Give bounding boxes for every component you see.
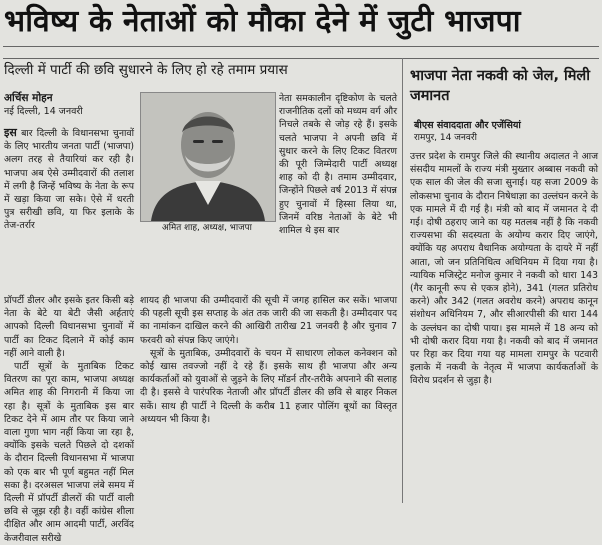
article-paragraph: शायद ही भाजपा की उम्मीदवारों की सूची में जगह हासिल कर सकें। भाजपा की पहली सूची इस सप्ताह के अंत तक जारी की जा सकती है। उम्मीदवार पद का नामांकन दाखिल करने की आखिरी तारीख 21 जनवरी है और चुनाव 7 फरवरी को संपन्न किए जाएंगे। xyxy=(140,295,397,346)
article-paragraph: प्रॉपर्टी डीलर और इसके इतर किसी बड़े नेता के बेटे या बेटी जैसी अर्हताएं आपको दिल्ली विधानसभा चुनावों में पार्टी का टिकट दिलाने में कोई काम नहीं आने वाली है। xyxy=(4,295,134,359)
byline-author: अर्चिस मोहन xyxy=(4,92,53,104)
byline xyxy=(4,92,83,118)
headline: भविष्य के नेताओं को मौका देने में जुटी भाजपा xyxy=(4,4,521,39)
subhead-rule xyxy=(3,58,599,59)
portrait-photo xyxy=(140,92,276,222)
article-paragraph: पार्टी सूत्रों के मुताबिक टिकट वितरण का पूरा काम, भाजपा अध्यक्ष अमित शाह की निगरानी में किया जा रहा है। सूत्रों के मुताबिक इस बार टिकट देने में आम तौर पर किया जाने वाला गुणा भाग नहीं किया जा रहा है, क्योंकि इसके चलते पिछले दो दशकों के दौरान दिल्ली विधानसभा में भाजपा को एक बार भी पूर्ण बहुमत नहीं मिल सका है। दरअसल भाजपा लंबे समय में दिल्ली में प्रॉपर्टी डीलरों की पार्टी वाली छवि से जूझ रही है। वहीं कांग्रेस शीला दीक्षित और आम आदमी पार्टी, अरविंद केजरीवाल सरीखे xyxy=(4,361,134,544)
column-divider xyxy=(402,58,403,503)
photo-caption: अमित शाह, अध्यक्ष, भाजपा xyxy=(162,223,252,233)
article-column-1-top xyxy=(4,126,134,316)
sidebar-title: भाजपा नेता नकवी को जेल, मिली जमानत xyxy=(410,68,591,104)
article-paragraph: नेता समकालीन दृष्टिकोण के चलते राजनीतिक दलों को मध्यम वर्ग और निचले तबके से जोड़ रहे हैं। इसके चलते भाजपा ने अपनी छवि में सुधार करने के लिए टिकट वितरण की पूरी जिम्मेदारी पार्टी अध्यक्ष शाह को दी है। तमाम उम्मीदवार, जिन्होंने पिछले वर्ष 2013 में संपन्न हुए चुनावों में हिस्सा लिया था, जिनमें वरिष्ठ नेताओं के बेटे भी शामिल थे इस बार xyxy=(279,93,397,237)
sidebar-body xyxy=(410,150,598,500)
sidebar-byline xyxy=(414,120,521,144)
article-column-2-lower xyxy=(140,294,397,500)
sidebar-byline-dateline: रामपुर, 14 जनवरी xyxy=(414,133,477,143)
article-paragraph: बार दिल्ली के विधानसभा चुनावों के लिए भारतीय जनता पार्टी (भाजपा) अलग तरह से तैयारियां कर रही है। भाजपा अब ऐसे उम्मीदवारों की तलाश में लगी है जिन्हें भविष्य के नेता के रूप में खड़ा किया जा सके। ऐसे में धरती पुत्र सरीखी छवि, या फिर इलाके के तेज-तर्रार xyxy=(4,128,134,232)
sidebar-paragraph: उत्तर प्रदेश के रामपुर जिले की स्थानीय अदालत ने आज संसदीय मामलों के राज्य मंत्री मुख्तार अब्बास नकवी को एक साल की जेल की सजा सुनाई। यह सजा 2009 के लोकसभा चुनाव के दौरान निषेधाज्ञा का उल्लंघन करने के एक मामले में दी गई है। मंत्री को बाद में जमानत दे दी गई। दोषी ठहराए जाने का यह मतलब नहीं है कि नकवी राज्यसभा की सदस्यता के अयोग्य करार दिए जाएंगे, क्योंकि यह अपराध वैधानिक अयोग्यता के दायरे में नहीं आता, जो जन प्रतिनिधित्व अधिनियम में दिया गया है। न्यायिक मजिस्ट्रेट मनोज कुमार ने नकवी को धारा 143 (गैर कानूनी रूप से एकत्र होने), 341 (गलत प्रतिरोध करने) और 342 (गलत अवरोध करने) अपराध कानून संशोधन अधिनियम 7, और सीआरपीसी की धारा 144 के उल्लंघन का दोषी पाया। इस मामले में 18 अन्य को भी दोषी करार दिया गया है। नकवी को बाद में जमानत पर रिहा कर दिया गया यह मामला रामपुर के पटवारी इलाके में नकवी के नेतृत्व में भाजपा कार्यकर्ताओं के विरोध प्रदर्शन से जुड़ा है। xyxy=(410,151,598,387)
article-column-1-lower xyxy=(4,294,134,544)
article-paragraph: सूत्रों के मुताबिक, उम्मीदवारों के चयन में साधारण लोकल कनेक्शन को कोई खास तवज्जो नहीं दे रहे हैं। इसके साथ ही भाजपा और अन्य कार्यकर्ताओं को युवाओं से जुड़ने के लिए मॉडर्न तौर-तरीके अपनाने की सलाह दी है। इससे वे पारंपरिक नेताजी और प्रॉपर्टी डीलर की छवि से बाहर निकल सकें। साथ ही पार्टी ने दिल्ली के करीब 11 हजार पोलिंग बूथों का विस्तृत अध्ययन भी किया है। xyxy=(140,347,397,425)
portrait-illustration xyxy=(141,93,275,221)
lead-word: इस xyxy=(4,126,17,139)
subheadline: दिल्ली में पार्टी की छवि सुधारने के लिए हो रहे तमाम प्रयास xyxy=(4,62,288,78)
headline-rule xyxy=(3,46,599,47)
byline-dateline: नई दिल्ली, 14 जनवरी xyxy=(4,106,83,117)
sidebar-byline-author: बीएस संवाददाता और एजेंसियां xyxy=(414,120,521,131)
article-column-3-top xyxy=(279,92,397,292)
